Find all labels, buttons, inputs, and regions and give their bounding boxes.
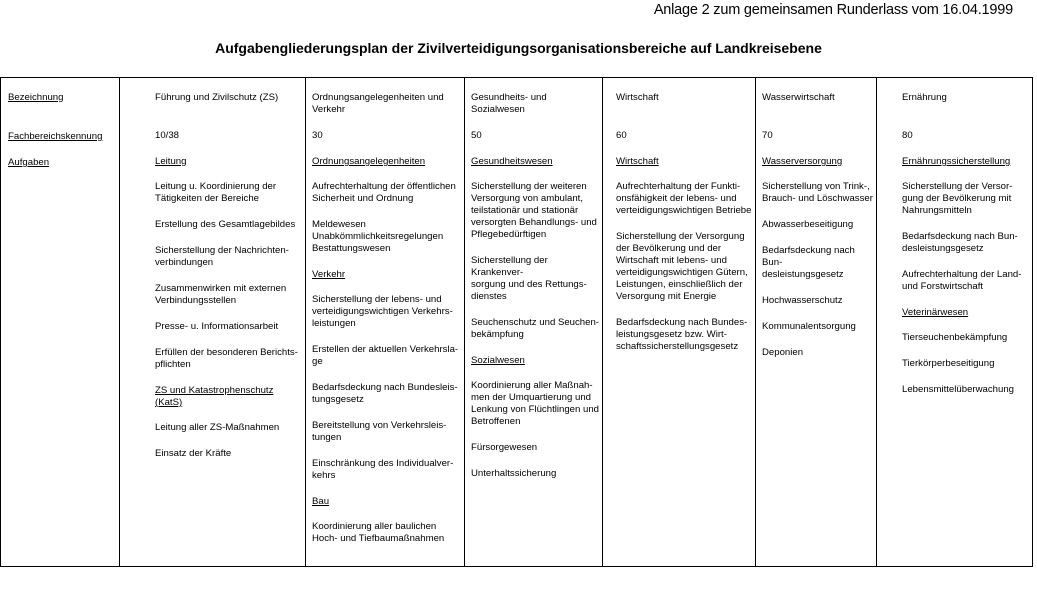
text-line: verbindungen [155, 257, 214, 268]
text-line: verteidigungswichtigen Betriebe [616, 205, 752, 216]
section-heading [762, 156, 874, 168]
text-line: bekämpfung [471, 329, 524, 340]
section-heading [471, 156, 599, 168]
column-divider [305, 78, 306, 566]
text-line: Ordnungsangelegenheiten [312, 156, 426, 167]
label-bezeichnung: Bezeichnung [8, 92, 64, 103]
text-line: Sicherstellung von Trink-, [762, 181, 870, 192]
text-line: Leitung [155, 156, 187, 167]
section-heading [312, 269, 460, 281]
task-item [616, 181, 752, 217]
column-1 [155, 92, 301, 474]
task-item [762, 295, 874, 307]
text-line: leistungen [312, 318, 356, 329]
task-item [902, 358, 1028, 370]
column-divider [464, 78, 465, 566]
text-line: Sicherstellung der Versorgung [616, 231, 745, 242]
text-line: Deponien [762, 347, 804, 358]
section-heading [902, 156, 1028, 168]
text-line: verteidigungswichtigen Gütern, [616, 267, 748, 278]
section-heading [312, 496, 460, 508]
text-line: Sicherstellung der lebens- und [312, 294, 442, 305]
task-item [902, 231, 1028, 255]
column-divider [602, 78, 603, 566]
text-line: Hoch- und Tiefbaumaßnahmen [312, 533, 445, 544]
task-item [155, 283, 301, 307]
text-line: Aufrechterhaltung der Land- [902, 269, 1022, 280]
column-code: 60 [616, 130, 627, 141]
text-line: Einsatz der Kräfte [155, 448, 232, 459]
text-line: Lebensmittelüberwachung [902, 384, 1015, 395]
text-line: Kommunalentsorgung [762, 321, 856, 332]
text-line: Versorgung mit Energie [616, 291, 717, 302]
task-item [471, 442, 599, 454]
task-item [471, 181, 599, 241]
section-heading [155, 156, 301, 168]
task-item [312, 344, 460, 368]
column-code: 80 [902, 130, 913, 141]
task-item [762, 347, 874, 359]
task-table [0, 77, 1033, 567]
text-line: Erstellung des Gesamtlagebildes [155, 219, 296, 230]
task-item [312, 219, 460, 255]
text-line: Bestattungswesen [312, 243, 391, 254]
text-line: Wirtschaft [616, 156, 659, 167]
column-divider [876, 78, 877, 566]
column-3 [471, 92, 599, 494]
text-line: Erstellen der aktuellen Verkehrsla- [312, 344, 459, 355]
text-line: Lenkung von Flüchtlingen und [471, 404, 600, 415]
task-item [762, 245, 874, 281]
text-line: Sicherstellung der weiteren [471, 181, 587, 192]
text-line: Sicherstellung der Nachrichten- [155, 245, 289, 256]
task-item [616, 317, 752, 353]
text-line: Gesundheitswesen [471, 156, 553, 167]
text-line: schaftssicherstellungsgesetz [616, 341, 739, 352]
column-name: Gesundheits- und Sozialwesen [471, 92, 547, 115]
task-item [312, 294, 460, 330]
text-line: Versorgung von ambulant, [471, 193, 584, 204]
text-line: Einschränkung des Individualver- [312, 458, 454, 469]
text-line: und Forstwirtschaft [902, 281, 984, 292]
page-title: Aufgabengliederungsplan der Zivilverteidigungsorganisationsbereiche auf Landkreisebene [215, 40, 822, 56]
text-line: Verbindungsstellen [155, 295, 237, 306]
text-line: tungsgesetz [312, 394, 364, 405]
label-fachbereichskennung: Fachbereichskennung [8, 131, 103, 142]
row-labels [8, 92, 116, 169]
task-item [471, 380, 599, 428]
text-line: Zusammenwirken mit externen [155, 283, 287, 294]
column-code: 10/38 [155, 130, 180, 141]
text-line: men der Umquartierung und [471, 392, 591, 403]
text-line: sorgung und des Rettungs- [471, 279, 587, 290]
column-divider [755, 78, 756, 566]
column-name: Wasserwirtschaft [762, 92, 835, 103]
task-item [902, 332, 1028, 344]
column-2 [312, 92, 460, 559]
text-line: Tierkörperbeseitigung [902, 358, 995, 369]
text-line: pflichten [155, 359, 191, 370]
text-line: Wirtschaft mit lebens- und [616, 255, 727, 266]
column-name: Ernährung [902, 92, 947, 103]
text-line: desleistungsgesetz [902, 243, 984, 254]
section-heading [902, 307, 1028, 319]
text-line: Sicherstellung der Krankenver- [471, 255, 548, 278]
column-name: Wirtschaft [616, 92, 659, 103]
task-item [312, 521, 460, 545]
text-line: Brauch- und Löschwasser [762, 193, 873, 204]
section-heading [155, 385, 301, 409]
text-line: Verkehr [312, 269, 346, 280]
section-heading [616, 156, 752, 168]
text-line: desleistungsgesetz [762, 269, 844, 280]
text-line: tungen [312, 432, 342, 443]
task-item [312, 181, 460, 205]
task-item [471, 468, 599, 480]
column-code: 70 [762, 130, 773, 141]
text-line: ge [312, 356, 323, 367]
label-aufgaben: Aufgaben [8, 157, 50, 168]
text-line: ZS und Katastrophenschutz [155, 385, 274, 396]
text-line: Presse- u. Informationsarbeit [155, 321, 279, 332]
text-line: onsfähigkeit der lebens- und [616, 193, 737, 204]
task-item [471, 317, 599, 341]
column-name: Ordnungsangelegenheiten und Verkehr [312, 92, 444, 115]
section-heading [471, 355, 599, 367]
text-line: Unterhaltssicherung [471, 468, 557, 479]
task-item [312, 420, 460, 444]
text-line: Aufrechterhaltung der Funkti- [616, 181, 741, 192]
task-item [762, 181, 874, 205]
task-item [762, 219, 874, 231]
text-line: Koordinierung aller Maßnah- [471, 380, 593, 391]
text-line: Tätigkeiten der Bereiche [155, 193, 259, 204]
text-line: Abwasserbeseitigung [762, 219, 854, 230]
text-line: Ernährungssicherstellung [902, 156, 1011, 167]
column-code: 50 [471, 130, 482, 141]
task-item [902, 181, 1028, 217]
text-line: Veterinärwesen [902, 307, 969, 318]
text-line: der Bevölkerung und der [616, 243, 722, 254]
column-6 [902, 92, 1028, 410]
text-line: Meldewesen [312, 219, 366, 230]
text-line: Bedarfsdeckung nach Bundes- [616, 317, 748, 328]
text-line: Sicherheit und Ordnung [312, 193, 414, 204]
text-line: Nahrungsmitteln [902, 205, 972, 216]
task-item [902, 269, 1028, 293]
annex-note: Anlage 2 zum gemeinsamen Runderlass vom 16.04.1999 [653, 2, 1013, 18]
text-line: Leitung u. Koordinierung der [155, 181, 277, 192]
text-line: Sicherstellung der Versor- [902, 181, 1013, 192]
text-line: dienstes [471, 291, 507, 302]
task-item [155, 347, 301, 371]
column-5 [762, 92, 874, 373]
text-line: Hochwasserschutz [762, 295, 843, 306]
text-line: Seuchenschutz und Seuchen- [471, 317, 600, 328]
task-item [155, 448, 301, 460]
text-line: gung der Bevölkerung mit [902, 193, 1012, 204]
text-line: Betroffenen [471, 416, 521, 427]
text-line: Bereitstellung von Verkehrsleis- [312, 420, 447, 431]
text-line: Aufrechterhaltung der öffentlichen [312, 181, 456, 192]
task-item [902, 384, 1028, 396]
task-item [471, 255, 599, 303]
task-item [155, 321, 301, 333]
section-heading [312, 156, 460, 168]
text-line: versorgten Behandlungs- und [471, 217, 597, 228]
task-item [155, 219, 301, 231]
text-line: Leitung aller ZS-Maßnahmen [155, 422, 280, 433]
task-item [312, 458, 460, 482]
text-line: Fürsorgewesen [471, 442, 538, 453]
task-item [155, 181, 301, 205]
column-name: Führung und Zivilschutz (ZS) [155, 92, 279, 103]
text-line: Bedarfsdeckung nach Bundesleis- [312, 382, 458, 393]
column-4 [616, 92, 752, 367]
text-line: Erfüllen der besonderen Berichts- [155, 347, 298, 358]
text-line: Bedarfsdeckung nach Bun- [902, 231, 1018, 242]
text-line: (KatS) [155, 397, 183, 408]
task-item [155, 422, 301, 434]
text-line: Unabkömmlichkeitsregelungen [312, 231, 444, 242]
task-item [155, 245, 301, 269]
text-line: Wasserversorgung [762, 156, 843, 167]
task-item [616, 231, 752, 303]
text-line: Tierseuchenbekämpfung [902, 332, 1008, 343]
text-line: Bau [312, 496, 330, 507]
text-line: verteidigungswichtigen Verkehrs- [312, 306, 453, 317]
text-line: Koordinierung aller baulichen [312, 521, 437, 532]
task-item [762, 321, 874, 333]
text-line: Bedarfsdeckung nach Bun- [762, 245, 855, 268]
column-code: 30 [312, 130, 323, 141]
text-line: kehrs [312, 470, 336, 481]
text-line: Sozialwesen [471, 355, 525, 366]
text-line: Pflegebedürftigen [471, 229, 547, 240]
text-line: leistungsgesetz bzw. Wirt- [616, 329, 727, 340]
column-divider [119, 78, 120, 566]
text-line: Leistungen, einschließlich der [616, 279, 743, 290]
text-line: teilstationär und stationär [471, 205, 579, 216]
task-item [312, 382, 460, 406]
